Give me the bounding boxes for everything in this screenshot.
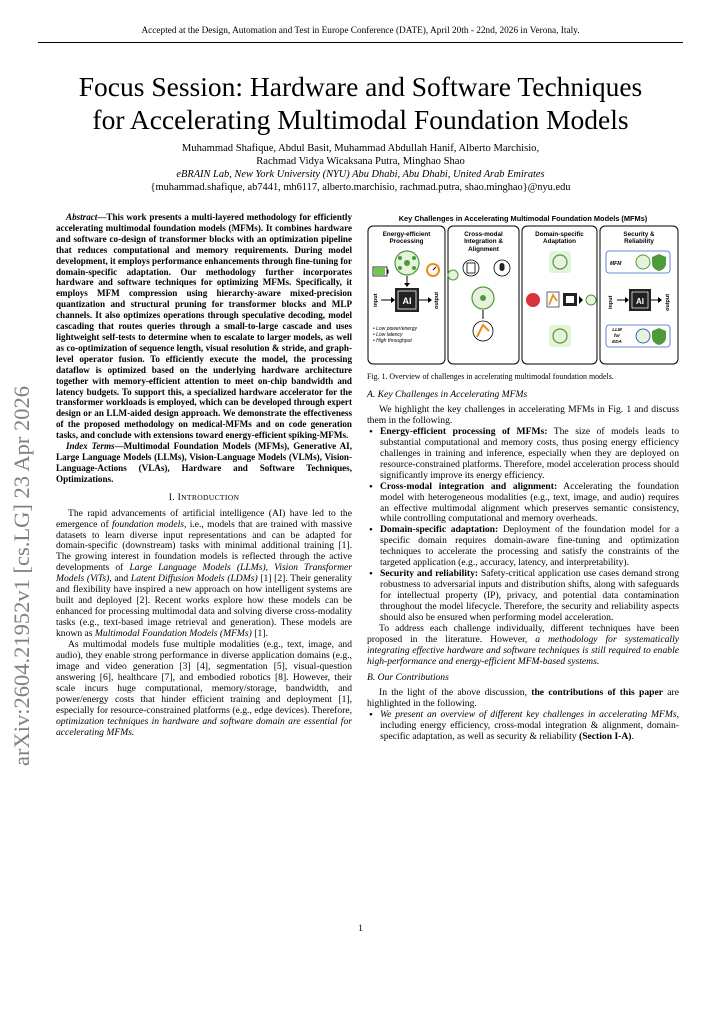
challenge-security: • Security and reliability: Safety-critical application use cases demand strong robustness to adversarial inputs and distribution shifts, along with safeguards for intellectual property (IP), privacy, and potential data contamination throughout the model lifecycle. Therefore, the security and reliability aspects should also be ensured when performing model acceleration. [380, 569, 679, 624]
section-heading-introduction: I. INTRODUCTION [168, 491, 240, 503]
section-a-intro: We highlight the key challenges in accelerating MFMs in Fig. 1 and discuss them in the following. [367, 403, 679, 426]
right-column [367, 390, 679, 743]
panel-label-domain: Domain-specific Adaptation [535, 231, 584, 246]
chip-label-security: AI [636, 297, 644, 306]
document-icon [463, 260, 479, 276]
brain-network-icon-domain-top [549, 251, 571, 273]
title-line-1: Focus Session: Hardware and Software Techniques [78, 71, 643, 102]
abstract-lead: Abstract [66, 212, 98, 222]
panel-label-energy: Energy-efficient Processing [382, 231, 431, 246]
robot-arm-icon [473, 321, 493, 341]
energy-bullets: • Low power/energy • Low latency • High throughput [373, 326, 417, 345]
index-terms-lead: Index Terms [66, 441, 115, 452]
author-emails: {muhammad.shafique, ab7441, mh6117, alberto.marchisio, rachmad.putra, shao.minghao}@nyu.edu [150, 182, 571, 193]
robot-arm-icon-domain [547, 292, 559, 307]
mfm-label: MFM [610, 261, 622, 267]
brain-network-icon-security-bottom [636, 329, 650, 343]
panel-label-security: Security & Reliability [623, 231, 655, 246]
llm-label-3: EDA [612, 339, 622, 344]
llm-label-1: LLM [612, 327, 622, 332]
brain-network-icon-security [636, 255, 650, 269]
affiliation: eBRAIN Lab, New York University (NYU) Abu Dhabi, Abu Dhabi, United Arab Emirates [176, 169, 545, 180]
brain-network-icon [395, 251, 419, 275]
input-label-security: input [608, 295, 614, 309]
abstract-text: —This work presents a multi-layered methodology for efficiently accelerating multimodal foundation models (MFMs). It combines hardware and software co-design of transformer blocks with an optimization pipeline that reduces computational and memory requirements. During model development, it employs performance enhancements through fine-tuning for domain-specific adaptation. Our methodology further incorporates hardware and software techniques for optimizing MFMs. Specifically, it employs MFM compression using hierarchy-aware mixed-precision quantization and structural pruning for transformer blocks and MLP channels. It also optimizes operations through speculative decoding, model cascading that routes queries through a small-to-large cascade and uses lightweight self-tests to determine when to escalate to larger models, as well as co-optimization of sequence length, visual resolution & stride, and graph-level operator fusion. To efficiently execute the model, the processing dataflow is optimized based on the underlying hardware architecture together with memory-efficient attention to meet on-chip bandwidth and latency budgets. To support this, a specialized hardware accelerator for the transformer workloads is employed, which can be developed through expert design or an LLM-aided design approach. We demonstrate the effectiveness of the proposed methodology on medical-MFMs and on code generation tasks, and conclude with extensions toward energy-efficient spiking-MFMs. [56, 212, 352, 441]
contribution-list [367, 710, 679, 743]
paper-title [38, 70, 683, 136]
brain-network-icon-domain-bottom [549, 325, 571, 347]
index-terms [56, 441, 352, 485]
authors-line-1: Muhammad Shafique, Abdul Basit, Muhammad Abdullah Hanif, Alberto Marchisio, [181, 143, 540, 154]
abstract [56, 212, 352, 441]
index-terms-text: —Multimodal Foundation Models (MFMs), Generative AI, Large Language Models (LLMs), Vision-Language Models (VLMs), Vision-Language-Actions (VLAs), Hardware and Software Techniques, Optimizations. [56, 441, 352, 484]
heart-rate-icon [526, 293, 540, 307]
title-line-2: for Accelerating Multimodal Foundation Models [92, 104, 629, 135]
challenge-list [367, 427, 679, 624]
figure-title: Key Challenges in Accelerating Multimodal Foundation Models (MFMs) [398, 214, 648, 223]
output-label: output [434, 291, 440, 309]
running-header: Accepted at the Design, Automation and Test in Europe Conference (DATE), April 20th - 22nd, 2026 in Verona, Italy. [141, 26, 580, 36]
challenge-domain: • Domain-specific adaptation: Deployment of the foundation model for a specific domain requires domain-aware fine-tuning and optimization techniques to accelerate the processing and satisfy the constraints of the targeted application (e.g., accuracy, latency, and interpretability). [380, 525, 679, 569]
challenge-cross-modal: • Cross-modal integration and alignment: Accelerating the foundation model with heterogeneous modalities (e.g., text, image, and audio) requires an effective multimodal alignment which preserves semantic consistency, while controlling computational and memory overheads. [380, 482, 679, 526]
challenge-energy: • Energy-efficient processing of MFMs: The size of models leads to substantial computational and memory costs, thus posing energy efficiency challenges in training and inference, especially when they are deployed on resource-constrained platforms. Therefore, model acceleration process should significantly improve its energy efficiency. [380, 427, 679, 482]
gauge-icon [427, 264, 439, 276]
authors-line-2: Rachmad Vidya Wicaksana Putra, Minghao Shao [256, 156, 465, 167]
page-number: 1 [358, 923, 363, 934]
contribution-1: • We present an overview of different key challenges in accelerating MFMs, including energy efficiency, cross-modal integration & alignment, domain-specific adaptation, as well as security & reliability (Section I-A). [380, 710, 679, 743]
figure-caption: Fig. 1. Overview of challenges in accelerating multimodal foundation models. [367, 372, 614, 381]
section-a-heading: A. Key Challenges in Accelerating MFMs [367, 389, 528, 400]
intro-paragraph-2: As multimodal models fuse multiple modalities (e.g., text, image, and audio), they enable strong performance in diverse application domains (e.g., image and video generation [3] [4], segmentation [5], visual-question answering [6], healthcare [7], and embodied robotics [8]. However, their scale incurs huge computational, memory/storage, bandwidth, and power/energy costs that hinder efficient training and deployment [1], especially for resource-constrained platforms (e.g., edge devices). Therefore, optimization techniques in hardware and software domain are essential for accelerating MFMs. [56, 639, 352, 738]
intro-paragraph-1: The rapid advancements of artificial intelligence (AI) have led to the emergence of foundation models, i.e., models that are trained with massive datasets to learn diverse input representations and can be adapted for domain-specific (downstream) tasks with minimal additional training [1]. The growing interest in foundation models is reflected through the active developments of Large Language Models (LLMs), Vision Transformer Models (ViTs), and Latent Diffusion Models (LDMs) [1] [2]. Their generality and flexibility have inspired a new approach on how intelligent systems are built and deployed [2]. Recent works explore how these models can be enhanced for processing multimodal data and solving diverse cross-modality tasks (e.g., text-based image retrieval and generation). These models are known as Multimodal Foundation Models (MFMs) [1]. [56, 507, 353, 640]
film-icon [563, 293, 577, 306]
microphone-icon [494, 260, 510, 276]
panel-label-cross-modal: Cross-modal Integration & Alignment [464, 231, 503, 253]
left-column [56, 212, 352, 739]
input-label: input [373, 293, 379, 307]
output-label-security: output [665, 293, 671, 311]
arxiv-stamp: arXiv:2604.21952v1 [cs.LG] 23 Apr 2026 [9, 386, 34, 766]
header-rule [38, 42, 683, 43]
llm-label-2: for [613, 333, 621, 338]
section-b-heading: B. Our Contributions [367, 671, 449, 683]
chip-label: AI [402, 296, 412, 306]
authors [38, 142, 683, 168]
section-b-intro: In the light of the above discussion, the contributions of this paper are highlighted in the following. [367, 686, 679, 709]
section-a-closing: To address each challenge individually, different techniques have been proposed in the literature. However, a methodology for systematically integrating effective hardware and software techniques is still required to enable high-performance and energy-efficient MFM-based systems. [367, 623, 679, 667]
brain-network-icon-domain-right [586, 295, 596, 305]
